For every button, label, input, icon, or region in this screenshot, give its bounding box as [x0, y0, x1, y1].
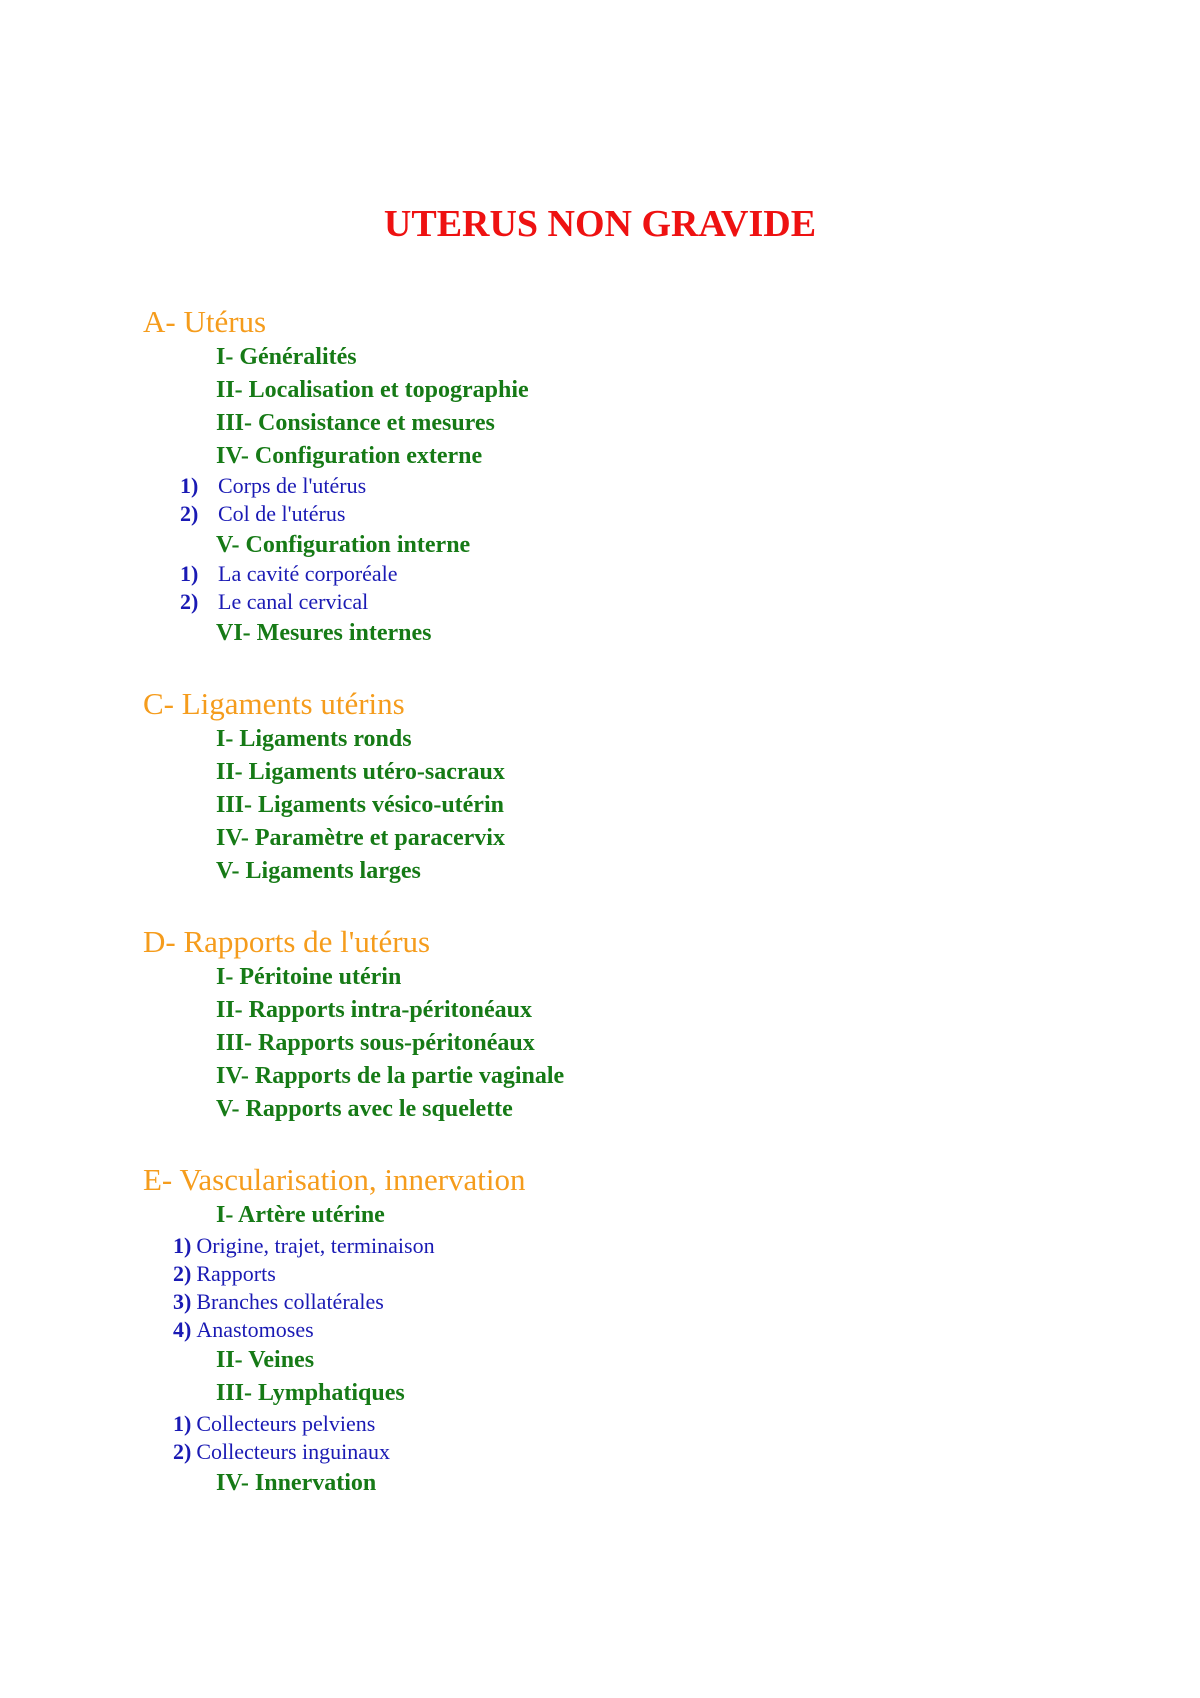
- subitem-text: Origine, trajet, terminaison: [196, 1233, 435, 1258]
- subitem-number: 1): [173, 1411, 192, 1436]
- outline-subitem: [173, 1232, 435, 1260]
- subitem-text: Branches collatérales: [196, 1289, 384, 1314]
- subitem-number: 4): [173, 1317, 192, 1342]
- subitem-text: La cavité corporéale: [218, 561, 398, 586]
- subitem-number: 1): [180, 561, 199, 586]
- subitem-number: 2): [180, 501, 199, 526]
- outline-item: VI- Mesures internes: [216, 620, 432, 646]
- subitem-text: Collecteurs inguinaux: [196, 1439, 391, 1464]
- subitem-number: 3): [173, 1289, 192, 1314]
- outline-item: IV- Configuration externe: [216, 443, 483, 469]
- outline-subitem: [173, 1410, 375, 1438]
- outline-subitem: [180, 472, 366, 500]
- outline-item: IV- Rapports de la partie vaginale: [216, 1063, 565, 1089]
- outline-item: I- Ligaments ronds: [216, 726, 412, 752]
- outline-item: I- Péritoine utérin: [216, 964, 402, 990]
- subitem-text: Le canal cervical: [218, 589, 369, 614]
- outline-item: II- Ligaments utéro-sacraux: [216, 759, 505, 785]
- subitem-number: 2): [180, 589, 199, 614]
- subitem-number: 1): [173, 1233, 192, 1258]
- outline-item: V- Rapports avec le squelette: [216, 1096, 513, 1122]
- outline-subitem: [173, 1260, 276, 1288]
- outline-item: I- Généralités: [216, 344, 357, 370]
- section-heading: D- Rapports de l'utérus: [143, 924, 431, 959]
- outline-subitem: [173, 1316, 314, 1344]
- outline-item: IV- Paramètre et paracervix: [216, 825, 505, 851]
- outline-item: V- Ligaments larges: [216, 858, 421, 884]
- outline-item: V- Configuration interne: [216, 532, 471, 558]
- outline-item: III- Consistance et mesures: [216, 410, 495, 436]
- subitem-number: 1): [180, 473, 199, 498]
- outline-subitem: [180, 588, 368, 616]
- outline-item: II- Rapports intra-péritonéaux: [216, 997, 532, 1023]
- document-title: UTERUS NON GRAVIDE: [383, 203, 817, 245]
- subitem-number: 2): [173, 1261, 192, 1286]
- outline-item: I- Artère utérine: [216, 1202, 385, 1228]
- subitem-text: Rapports: [196, 1261, 276, 1286]
- subitem-text: Col de l'utérus: [218, 501, 346, 526]
- outline-item: III- Lymphatiques: [216, 1380, 405, 1406]
- section-heading: A- Utérus: [143, 304, 267, 339]
- outline-subitem: [180, 500, 345, 528]
- section-heading: C- Ligaments utérins: [143, 686, 405, 721]
- outline-item: II- Localisation et topographie: [216, 377, 529, 403]
- outline-item: IV- Innervation: [216, 1470, 377, 1496]
- outline-subitem: [180, 560, 398, 588]
- outline-subitem: [173, 1288, 384, 1316]
- outline-item: III- Rapports sous-péritonéaux: [216, 1030, 535, 1056]
- outline-subitem: [173, 1438, 390, 1466]
- subitem-text: Corps de l'utérus: [218, 473, 367, 498]
- subitem-text: Collecteurs pelviens: [196, 1411, 376, 1436]
- subitem-text: Anastomoses: [196, 1317, 314, 1342]
- subitem-number: 2): [173, 1439, 192, 1464]
- outline-item: II- Veines: [216, 1347, 315, 1373]
- section-heading: E- Vascularisation, innervation: [143, 1162, 526, 1197]
- outline-item: III- Ligaments vésico-utérin: [216, 792, 504, 818]
